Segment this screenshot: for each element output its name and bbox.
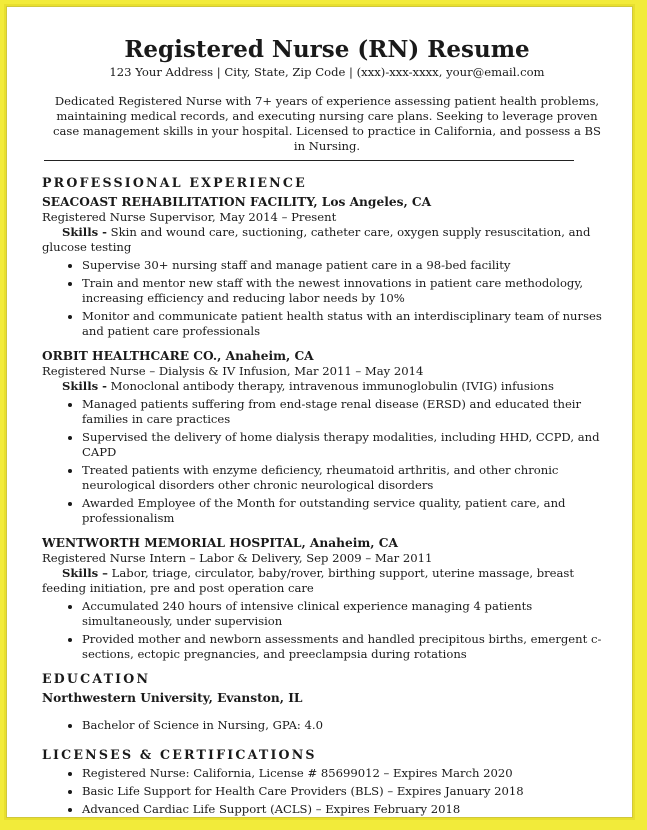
job-skills — [42, 379, 612, 394]
job-skills — [42, 225, 612, 255]
list-item: • Provided mother and newborn assessments and handled precipitous births, emergent c-sections, ectopic pregnancies, and preeclampsia during rotations — [82, 632, 612, 662]
skills-label: Skills - — [62, 225, 107, 239]
list-item: • Basic Life Support for Health Care Providers (BLS) – Expires January 2018 — [82, 784, 612, 799]
job-role: Registered Nurse Supervisor, May 2014 – Present — [42, 210, 337, 224]
job-role: Registered Nurse – Dialysis & IV Infusion, Mar 2011 – May 2014 — [42, 364, 424, 378]
list-item: • Accumulated 240 hours of intensive clinical experience managing 4 patients simultaneously, under supervision — [82, 599, 612, 629]
list-item: • Bachelor of Science in Nursing, GPA: 4.0 — [82, 718, 612, 733]
summary-paragraph: Dedicated Registered Nurse with 7+ years of experience assessing patient health problems, maintaining medical records, and executing nursing care plans. Seeking to leverage proven case management skills in your hospital. Licensed to practice in California, and possess a BS in Nursing. — [53, 94, 601, 153]
job-entry — [42, 194, 612, 339]
resume-title: Registered Nurse (RN) Resume — [124, 36, 530, 63]
job-bullets — [42, 599, 612, 662]
license-bullets — [42, 766, 612, 817]
list-item: • Supervise 30+ nursing staff and manage patient care in a 98-bed facility — [82, 258, 612, 273]
employer-name: WENTWORTH MEMORIAL HOSPITAL, Anaheim, CA — [42, 536, 398, 550]
divider — [44, 160, 574, 161]
education-bullets — [42, 718, 612, 733]
contact-line: 123 Your Address | City, State, Zip Code | (xxx)-xxx-xxxx, your@email.com — [109, 65, 545, 79]
list-item: • Advanced Cardiac Life Support (ACLS) – Expires February 2018 — [82, 802, 612, 817]
list-item: • Registered Nurse: California, License # 85699012 – Expires March 2020 — [82, 766, 612, 781]
school-name: Northwestern University, Evanston, IL — [42, 691, 303, 705]
resume-page — [6, 6, 633, 818]
employer-name: SEACOAST REHABILITATION FACILITY, Los Angeles, CA — [42, 195, 432, 209]
skills-text: Monoclonal antibody therapy, intravenous immunoglobulin (IVIG) infusions — [107, 379, 554, 393]
list-item: • Managed patients suffering from end-stage renal disease (ERSD) and educated their families in care practices — [82, 397, 612, 427]
list-item: • Monitor and communicate patient health status with an interdisciplinary team of nurses and patient care professionals — [82, 309, 612, 339]
job-entry — [42, 535, 612, 662]
skills-text: Labor, triage, circulator, baby/rover, birthing support, uterine massage, breast feeding initiation, pre and post operation care — [42, 566, 575, 595]
job-bullets — [42, 397, 612, 526]
education-section — [42, 671, 612, 733]
section-heading-education: EDUCATION — [42, 671, 151, 686]
list-item: • Train and mentor new staff with the newest innovations in patient care methodology, increasing efficiency and reducing labor needs by 10% — [82, 276, 612, 306]
list-item: • Treated patients with enzyme deficiency, rheumatoid arthritis, and other chronic neurological disorders other chronic neurological disorders — [82, 463, 612, 493]
job-skills — [42, 566, 612, 596]
section-heading-experience: PROFESSIONAL EXPERIENCE — [42, 175, 307, 190]
section-heading-licenses: LICENSES & CERTIFICATIONS — [42, 747, 317, 762]
skills-label: Skills – — [62, 566, 108, 580]
resume-content — [42, 35, 612, 820]
employer-name: ORBIT HEALTHCARE CO., Anaheim, CA — [42, 349, 314, 363]
job-bullets — [42, 258, 612, 339]
job-role: Registered Nurse Intern – Labor & Delivery, Sep 2009 – Mar 2011 — [42, 551, 433, 565]
list-item: • Awarded Employee of the Month for outstanding service quality, patient care, and professionalism — [82, 496, 612, 526]
skills-label: Skills - — [62, 379, 107, 393]
job-entry — [42, 348, 612, 526]
list-item: • Supervised the delivery of home dialysis therapy modalities, including HHD, CCPD, and CAPD — [82, 430, 612, 460]
skills-text: Skin and wound care, suctioning, catheter care, oxygen supply resuscitation, and glucose testing — [42, 225, 591, 254]
